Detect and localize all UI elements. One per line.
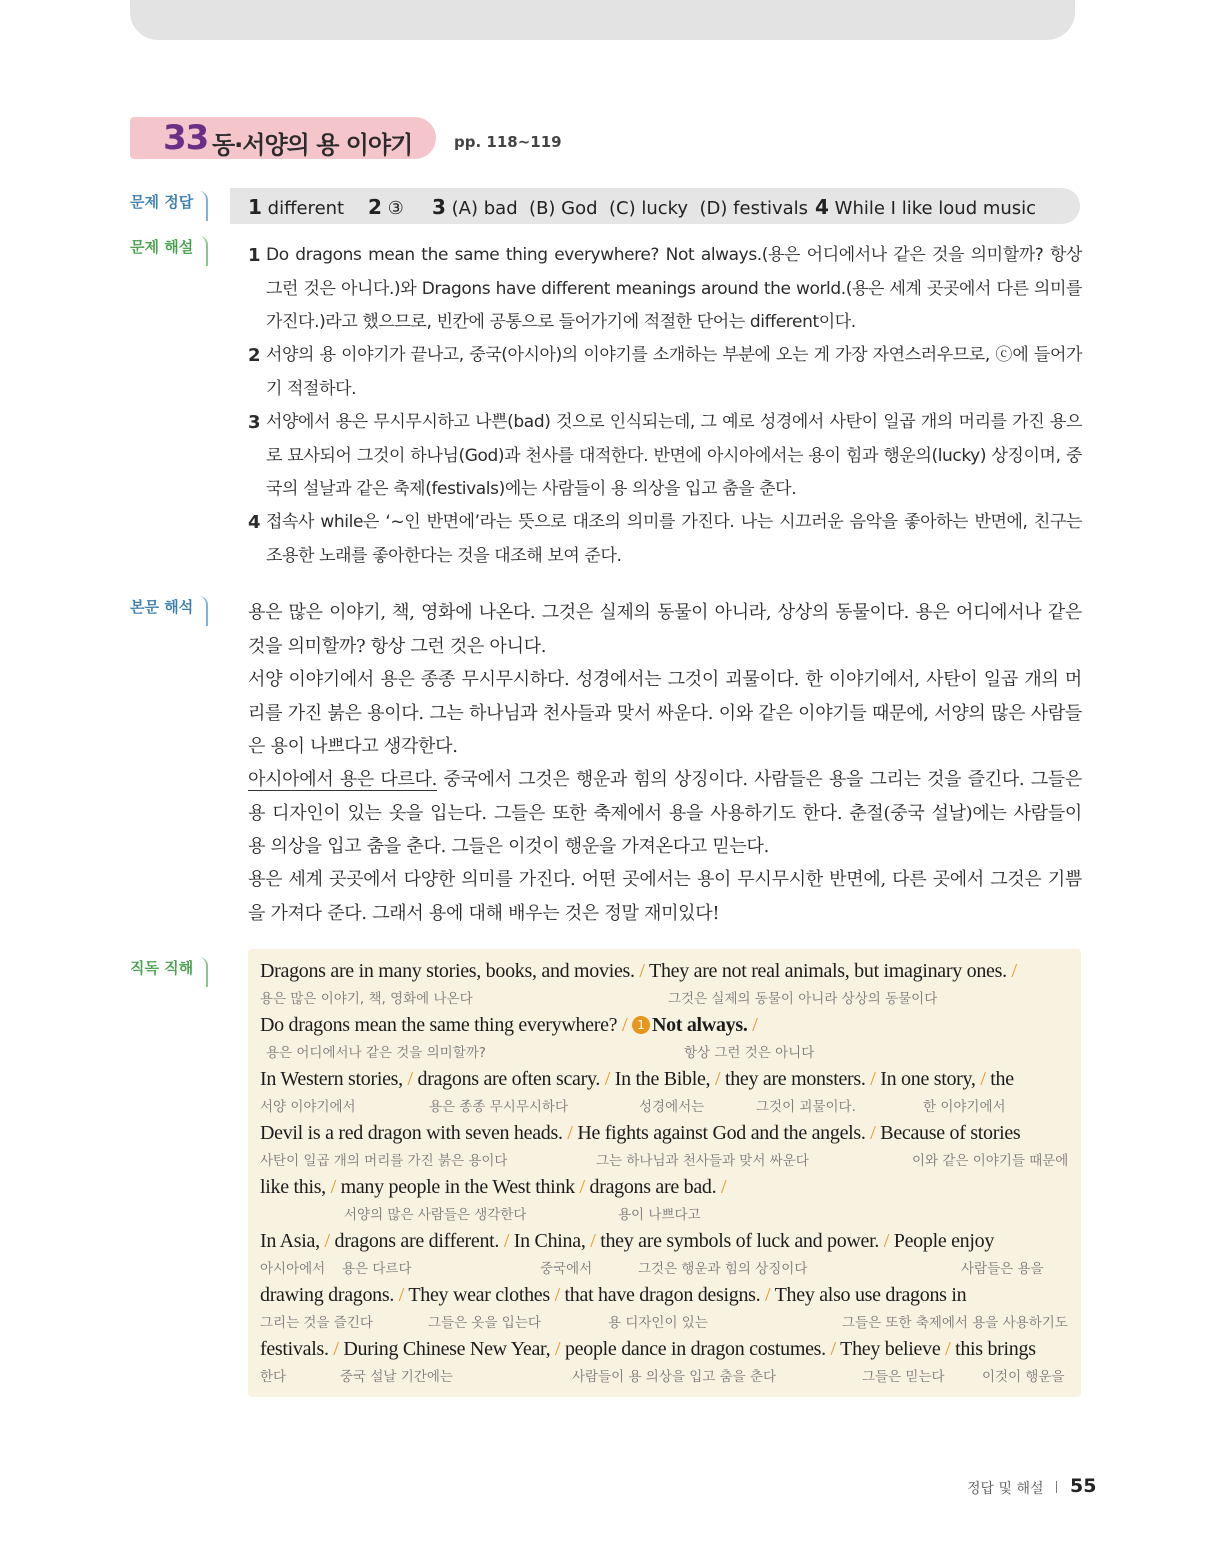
- reading-line-1: Dragons are in many stories, books, and movies. / They are not real animals, but imaginary ones. /: [260, 960, 1017, 982]
- answer-2: 2 ③: [368, 195, 404, 219]
- underlined-sentence: 아시아에서 용은 다르다.: [248, 769, 438, 790]
- answer-1: 1 different: [248, 195, 345, 219]
- gloss: 그들은 믿는다: [862, 1369, 945, 1385]
- top-band: [130, 0, 1075, 40]
- gloss: 성경에서는: [639, 1099, 705, 1115]
- gloss: 사탄이 일곱 개의 머리를 가진 붉은 용이다: [260, 1153, 508, 1169]
- gloss: 용은 어디에서나 같은 것을 의미할까?: [266, 1045, 486, 1061]
- gloss: 용 디자인이 있는: [608, 1315, 708, 1331]
- footer-label: 정답 및 해설: [967, 1481, 1044, 1497]
- gloss: 아시아에서: [260, 1261, 326, 1277]
- gloss: 중국 설날 기간에는: [340, 1369, 453, 1385]
- gloss: 이것이 행운을: [982, 1369, 1065, 1385]
- page-reference: pp. 118~119: [454, 133, 562, 151]
- gloss: 항상 그런 것은 아니다: [684, 1045, 815, 1061]
- explanation-label: 문제 해설: [130, 236, 208, 266]
- translation-label: 본문 해석: [130, 596, 208, 626]
- gloss: 한 이야기에서: [923, 1099, 1006, 1115]
- gloss: 용은 종종 무시무시하다: [429, 1099, 568, 1115]
- gloss: 용은 많은 이야기, 책, 영화에 나온다: [260, 991, 473, 1007]
- gloss: 그것은 실제의 동물이 아니라 상상의 동물이다: [668, 991, 938, 1007]
- question-number-badge: 1: [632, 1016, 650, 1034]
- reading-line-4: Devil is a red dragon with seven heads. / He fights against God and the angels. / Because of stories: [260, 1122, 1021, 1144]
- gloss: 그는 하나님과 천사들과 맞서 싸운다: [596, 1153, 809, 1169]
- gloss: 사람들이 용 의상을 입고 춤을 춘다: [572, 1369, 777, 1385]
- gloss: 중국에서: [540, 1261, 593, 1277]
- reading-line-6: In Asia, / dragons are different. / In China, / they are symbols of luck and power. / People enjoy: [260, 1230, 995, 1252]
- explanation-3: 3 서양에서 용은 무시무시하고 나쁜(bad) 것으로 인식되는데, 그 예로 성경에서 사탄이 일곱 개의 머리를 가진 용으로 묘사되어 그것이 하나님(God)과 천사를 대적한다. 반면에 아시아에서는 용이 힘과 행운의(lucky) 상징이며, 중국의 설날과 같은 축제(festivals)에는 사람들이 용 의상을 입고 춤을 춘다.: [248, 412, 1082, 499]
- reading-line-8: festivals. / During Chinese New Year, / people dance in dragon costumes. / They believe / this brings: [260, 1338, 1036, 1360]
- translation-paragraph-4: 용은 세계 곳곳에서 다양한 의미를 가진다. 어떤 곳에서는 용이 무시무시한 반면에, 다른 곳에서 그것은 기쁨을 가져다 준다. 그래서 용에 대해 배우는 것은 정말 재미있다!: [248, 869, 1082, 924]
- reading-line-7: drawing dragons. / They wear clothes / that have dragon designs. / They also use dragons in: [260, 1284, 967, 1306]
- gloss: 서양 이야기에서: [260, 1099, 356, 1115]
- gloss: 그들은 또한 축제에서 용을 사용하기도: [842, 1315, 1068, 1331]
- gloss: 서양의 많은 사람들은 생각한다: [344, 1207, 527, 1223]
- reading-line-3: In Western stories, / dragons are often scary. / In the Bible, / they are monsters. / In one story, / the: [260, 1068, 1014, 1090]
- answers-label: 문제 정답: [130, 191, 208, 221]
- explanation-4: 4 접속사 while은 ‘~인 반면에’라는 뜻으로 대조의 의미를 가진다. 나는 시끄러운 음악을 좋아하는 반면에, 친구는 조용한 노래를 좋아한다는 것을 대조해 보여 준다.: [248, 512, 1082, 566]
- gloss: 그리는 것을 즐긴다: [260, 1315, 373, 1331]
- answer-3: 3 (A) bad (B) God (C) lucky (D) festivals: [432, 195, 809, 219]
- gloss: 그들은 옷을 입는다: [428, 1315, 541, 1331]
- direct-reading-label: 직독 직해: [130, 957, 208, 987]
- page-number: 55: [1070, 1475, 1097, 1497]
- gloss: 용이 나쁘다고: [618, 1207, 701, 1223]
- footer-divider: [1056, 1481, 1057, 1493]
- reading-line-5: like this, / many people in the West think / dragons are bad. /: [260, 1176, 727, 1198]
- unit-title: 동·서양의 용 이야기: [212, 131, 413, 159]
- translation-paragraph-2: 서양 이야기에서 용은 종종 무시무시하다. 성경에서는 그것이 괴물이다. 한 이야기에서, 사탄이 일곱 개의 머리를 가진 붉은 용이다. 그는 하나님과 천사들과 맞서 싸운다. 이와 같은 이야기들 때문에, 서양의 많은 사람들은 용이 나쁘다고 생각한다.: [248, 669, 1082, 757]
- gloss: 사람들은 용을: [961, 1261, 1044, 1277]
- answer-4: 4 While I like loud music: [815, 195, 1037, 219]
- gloss: 한다: [260, 1369, 287, 1385]
- explanation-2: 2 서양의 용 이야기가 끝나고, 중국(아시아)의 이야기를 소개하는 부분에 오는 게 가장 자연스러우므로, ⓒ에 들어가기 적절하다.: [248, 345, 1082, 399]
- gloss: 그것은 행운과 힘의 상징이다: [638, 1261, 808, 1277]
- translation-paragraph-3: 아시아에서 용은 다르다. 중국에서 그것은 행운과 힘의 상징이다. 사람들은 용을 그리는 것을 즐긴다. 그들은 용 디자인이 있는 옷을 입는다. 그들은 또한 축제에서 용을 사용하기도 한다. 춘절(중국 설날)에는 사람들이 용 의상을 입고 춤을 춘다. 그들은 이것이 행운을 가져온다고 믿는다.: [248, 769, 1082, 857]
- gloss: 이와 같은 이야기들 때문에: [912, 1153, 1069, 1169]
- gloss: 그것이 괴물이다.: [756, 1099, 856, 1115]
- reading-line-2: Do dragons mean the same thing everywhere? / 1 Not always. /: [260, 1014, 758, 1036]
- translation-paragraph-1: 용은 많은 이야기, 책, 영화에 나온다. 그것은 실제의 동물이 아니라, 상상의 동물이다. 용은 어디에서나 같은 것을 의미할까? 항상 그런 것은 아니다.: [248, 602, 1082, 657]
- gloss: 용은 다르다: [342, 1261, 412, 1277]
- explanation-1: 1 Do dragons mean the same thing everywhere? Not always.(용은 어디에서나 같은 것을 의미할까? 항상 그런 것은 아니다.)와 Dragons have different meanings around the world.(용은 세계 곳곳에서 다른 의미를 가진다.)라고 했으므로, 빈칸에 공통으로 들어가기에 적절한 단어는 different이다.: [248, 245, 1082, 332]
- unit-number: 33: [163, 118, 209, 158]
